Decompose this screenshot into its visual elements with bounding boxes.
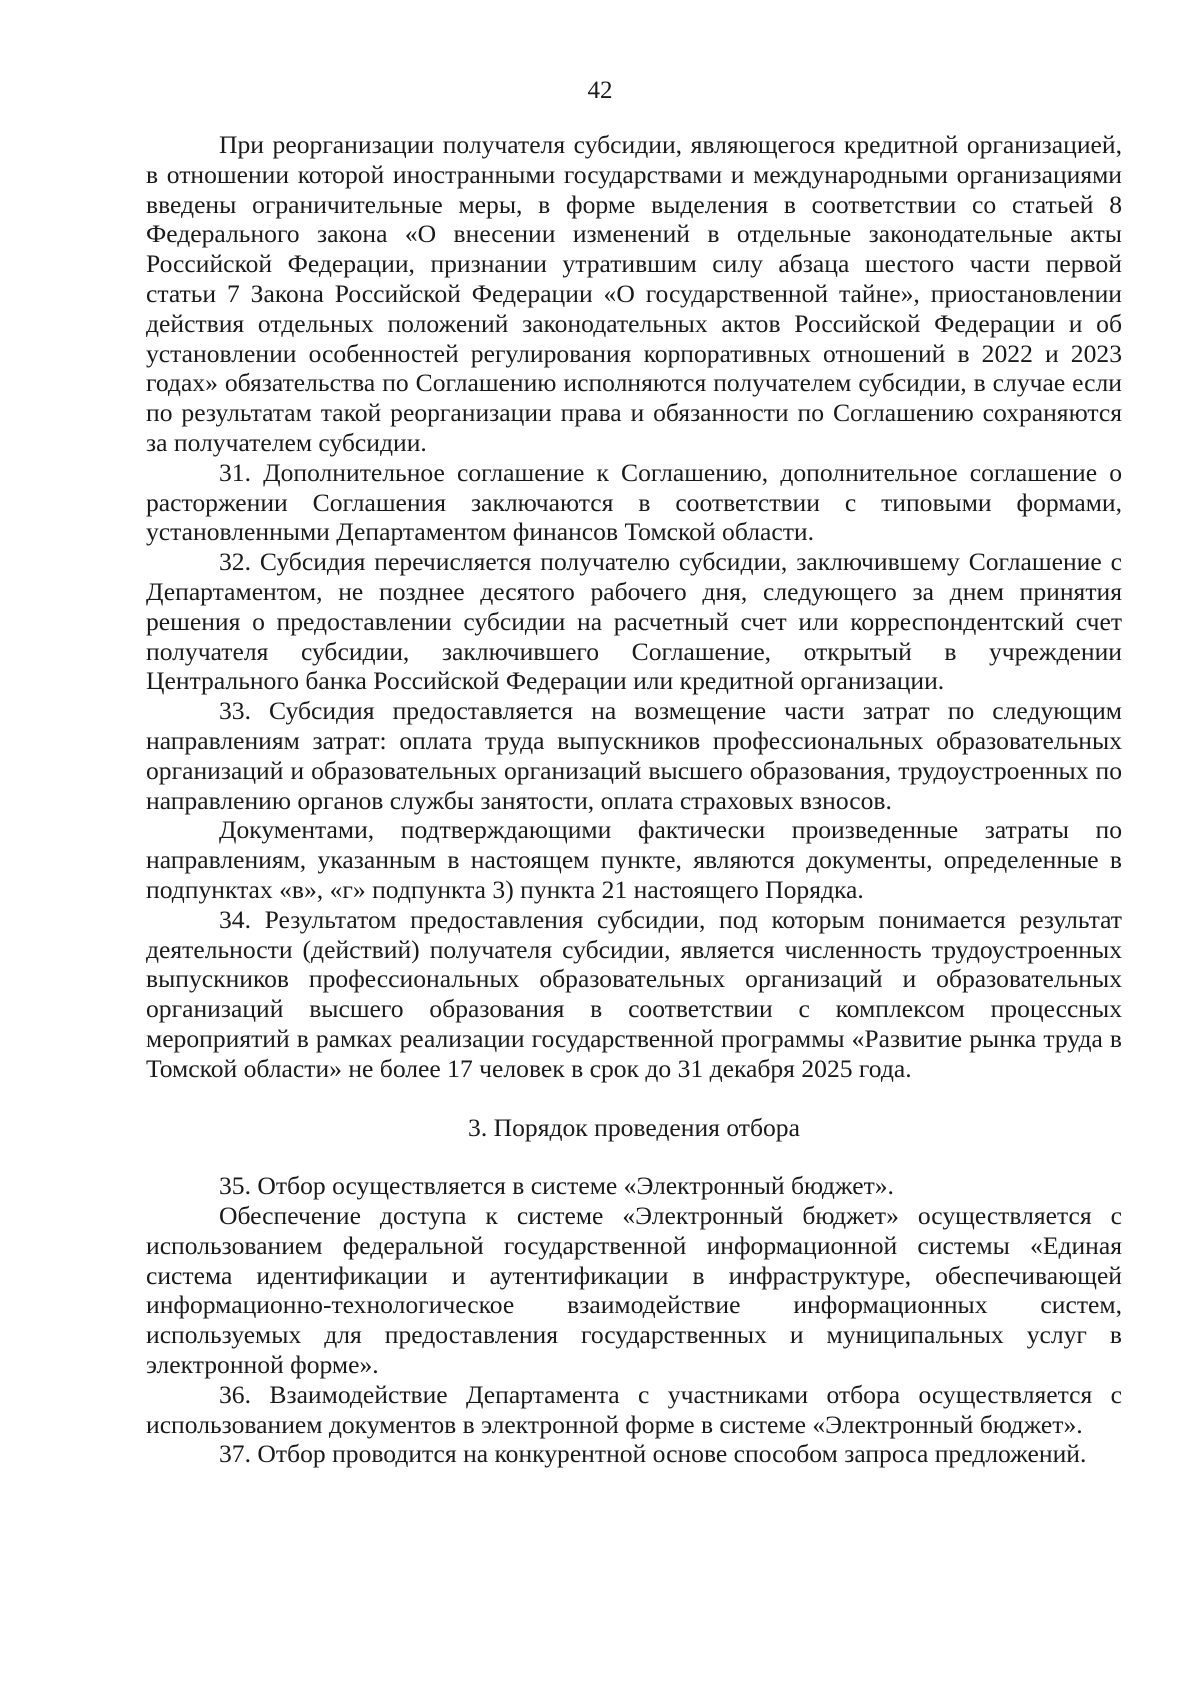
paragraph-35: 35. Отбор осуществляется в системе «Электронный бюджет».: [219, 1171, 894, 1201]
paragraph-32: 32. Субсидия перечисляется получателю субсидии, заключившему Соглашение с Департаментом, не позднее десятого рабочего дня, следующего за днем принятия решения о предоставлении субсидии на расчетный счет или корреспондентский счет получателя субсидии, заключившего Соглашение, открытый в учреждении Центрального банка Российской Федерации или кредитной организации.: [146, 547, 1122, 696]
paragraph-33: 33. Субсидия предоставляется на возмещение части затрат по следующим направлениям затрат: оплата труда выпускников профессиональных образовательных организаций и образовательных организаций высшего образования, трудоустроенных по направлению органов службы занятости, оплата страховых взносов.: [146, 696, 1122, 815]
document-body: [146, 130, 1122, 1469]
paragraph-33-documents: Документами, подтверждающими фактически произведенные затраты по направлениям, указанным в настоящем пункте, являются документы, определенные в подпунктах «в», «г» подпункта 3) пункта 21 настоящего Порядка.: [146, 815, 1122, 904]
paragraph-34: 34. Результатом предоставления субсидии, под которым понимается результат деятельности (действий) получателя субсидии, является численность трудоустроенных выпускников профессиональных образовательных организаций и образовательных организаций высшего образования в соответствии с комплексом процессных мероприятий в рамках реализации государственной программы «Развитие рынка труда в Томской области» не более 17 человек в срок до 31 декабря 2025 года.: [146, 904, 1122, 1083]
paragraph-31: 31. Дополнительное соглашение к Соглашению, дополнительное соглашение о расторжении Соглашения заключаются в соответствии с типовыми формами, установленными Департаментом финансов Томской области.: [146, 457, 1122, 547]
paragraph-reorganization: При реорганизации получателя субсидии, являющегося кредитной организацией, в отношении которой иностранными государствами и международными организациями введены ограничительные меры, в форме выделения в соответствии со статьей 8 Федерального закона «О внесении изменений в отдельные законодательные акты Российской Федерации, признании утратившим силу абзаца шестого части первой статьи 7 Закона Российской Федерации «О государственной тайне», приостановлении действия отдельных положений законодательных актов Российской Федерации и об установлении особенностей регулирования корпоративных отношений в 2022 и 2023 годах» обязательства по Соглашению исполняются получателем субсидии, в случае если по результатам такой реорганизации права и обязанности по Соглашению сохраняются за получателем субсидии.: [146, 130, 1122, 457]
paragraph-37: 37. Отбор проводится на конкурентной основе способом запроса предложений.: [219, 1439, 1087, 1469]
section-3-heading: 3. Порядок проведения отбора: [468, 1112, 800, 1142]
paragraph-35-access: Обеспечение доступа к системе «Электронный бюджет» осуществляется с использованием федеральной государственной информационной системы «Единая система идентификации и аутентификации в инфраструктуре, обеспечивающей информационно-технологическое взаимодействие информационных систем, используемых для предоставления государственных и муниципальных услуг в электронной форме».: [146, 1201, 1122, 1380]
paragraph-36: 36. Взаимодействие Департамента с участниками отбора осуществляется с использованием документов в электронной форме в системе «Электронный бюджет».: [146, 1379, 1122, 1439]
page-number: 42: [587, 77, 613, 104]
